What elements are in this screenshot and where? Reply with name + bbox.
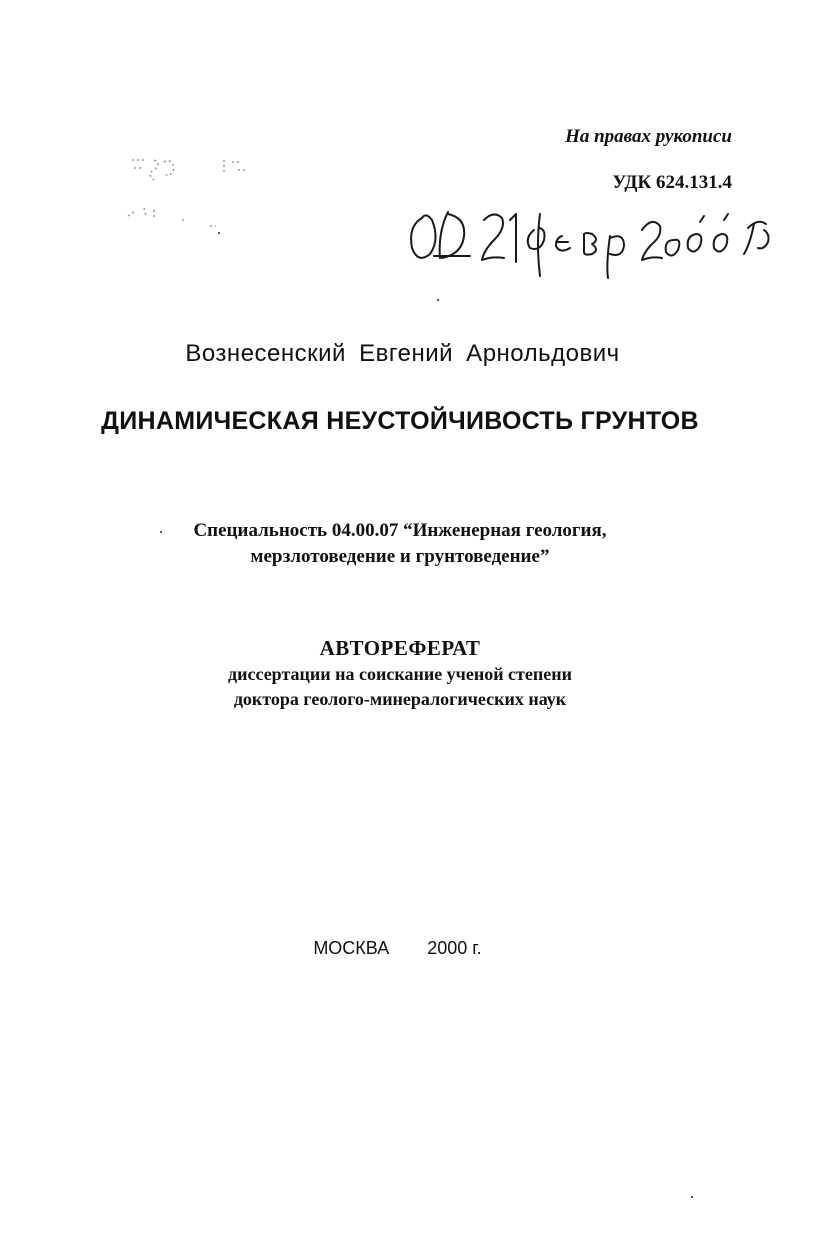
- scan-speck: [160, 531, 162, 533]
- abstract-line-2: доктора геолого-минералогических наук: [233, 689, 567, 709]
- specialty-line-2: мерзлотоведение и грунтоведение”: [250, 546, 550, 567]
- publication-year: 2000 г.: [427, 938, 482, 958]
- abstract-line-1: диссертации на соискание ученой степени: [228, 664, 572, 684]
- publication-footer: [0, 938, 795, 959]
- scan-speck: [691, 1196, 693, 1198]
- abstract-heading: АВТОРЕФЕРАТ: [319, 636, 481, 660]
- thesis-title: ДИНАМИЧЕСКАЯ НЕУСТОЙЧИВОСТЬ ГРУНТОВ: [101, 407, 699, 435]
- publication-city: МОСКВА: [313, 938, 390, 958]
- specialty-line-1: Специальность 04.00.07 “Инженерная геология,: [193, 520, 607, 541]
- udc-code: УДК 624.131.4: [612, 172, 732, 193]
- faded-stamp-mark: [120, 150, 280, 240]
- manuscript-note: На правах рукописи: [565, 126, 732, 147]
- specialty-block: [150, 518, 650, 570]
- scan-speck: [218, 232, 220, 234]
- handwritten-note: [404, 200, 784, 285]
- abstract-subtitle: [0, 662, 800, 712]
- author-name: Вознесенский Евгений Арнольдович: [185, 340, 620, 367]
- scan-speck: [437, 299, 439, 301]
